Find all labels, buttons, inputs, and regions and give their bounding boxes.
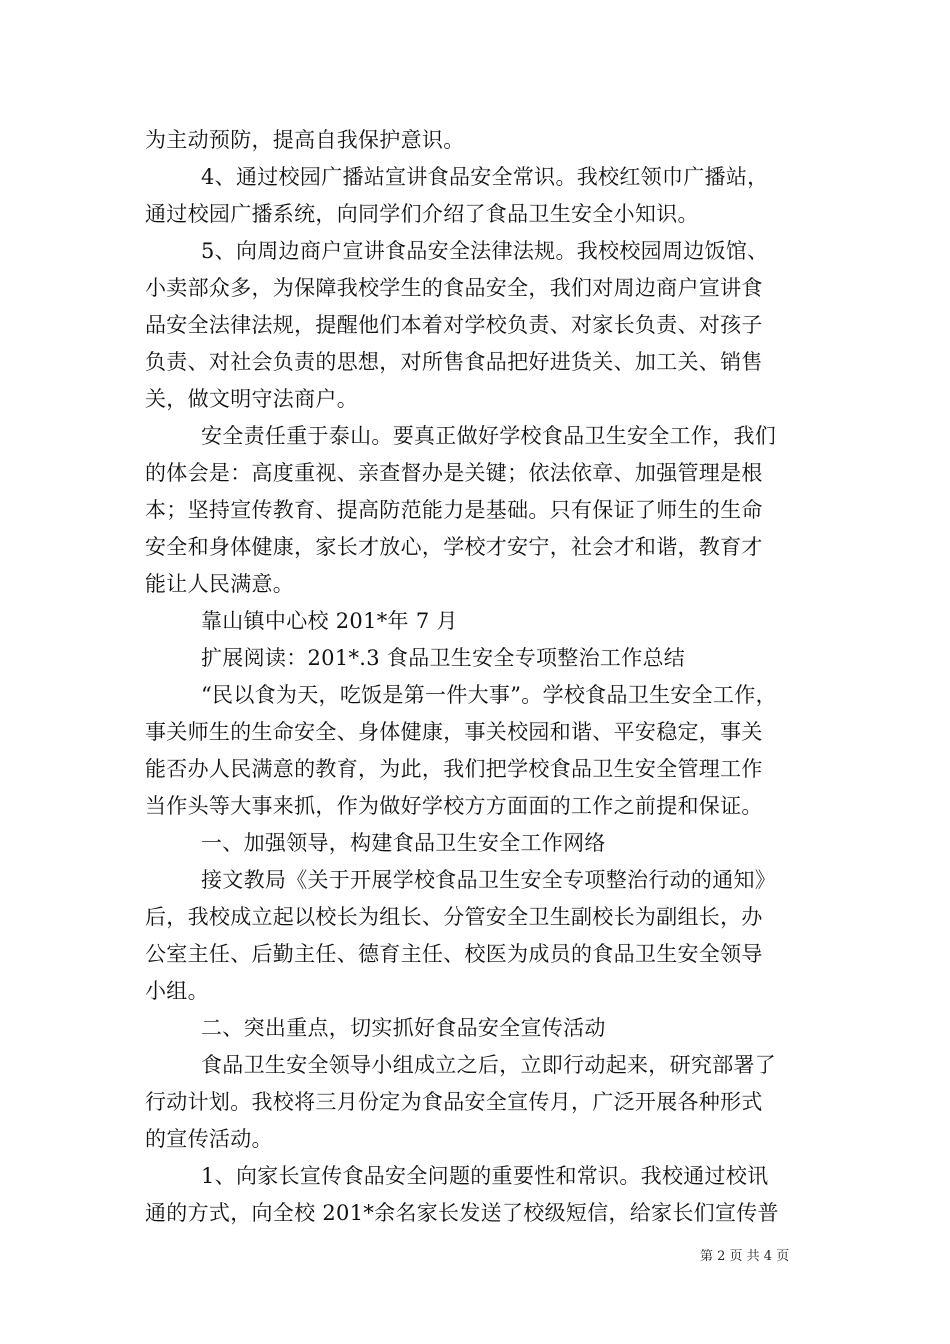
section-heading: 一、加强领导，构建食品卫生安全工作网络	[201, 831, 606, 855]
text-line: 为主动预防，提高自我保护意识。	[145, 128, 465, 152]
text-line: 关，做文明守法商户。	[145, 387, 358, 411]
text-line: 4、通过校园广播站宣讲食品安全常识。我校红领巾广播站，	[201, 165, 769, 189]
text-line: 安全和身体健康，家长才放心，学校才安宁，社会才和谐，教育才	[145, 535, 763, 559]
text-line: 食品卫生安全领导小组成立之后，立即行动起来，研究部署了	[201, 1053, 777, 1077]
text-line: 品安全法律法规，提醒他们本着对学校负责、对家长负责、对孩子	[145, 313, 763, 337]
section-heading: 二、突出重点，切实抓好食品安全宣传活动	[201, 1016, 606, 1040]
text-line: 小卖部众多，为保障我校学生的食品安全，我们对周边商户宣讲食	[145, 276, 763, 300]
text-line: 接文教局《关于开展学校食品卫生安全专项整治行动的通知》	[201, 868, 777, 892]
document-body	[145, 122, 815, 1232]
text-line: 能让人民满意。	[145, 572, 295, 596]
text-line: 安全责任重于泰山。要真正做好学校食品卫生安全工作，我们	[201, 424, 777, 448]
text-line: 行动计划。我校将三月份定为食品安全宣传月，广泛开展各种形式	[145, 1090, 763, 1114]
text-line: 小组。	[145, 979, 209, 1003]
text-line: 通过校园广播系统，向同学们介绍了食品卫生安全小知识。	[145, 202, 699, 226]
text-line: 通的方式，向全校 201*余名家长发送了校级短信，给家长们宣传普	[145, 1201, 779, 1225]
text-line: 能否办人民满意的教育，为此，我们把学校食品卫生安全管理工作	[145, 757, 763, 781]
text-line: 的宣传活动。	[145, 1127, 273, 1151]
text-line: 的体会是：高度重视、亲查督办是关键；依法依章、加强管理是根	[145, 461, 763, 485]
page-number: 第 2 页 共 4 页	[700, 1249, 790, 1264]
text-line: 负责、对社会负责的思想，对所售食品把好进货关、加工关、销售	[145, 350, 763, 374]
text-line: 事关师生的生命安全、身体健康，事关校园和谐、平安稳定，事关	[145, 720, 763, 744]
text-line: 1、向家长宣传食品安全问题的重要性和常识。我校通过校讯	[201, 1164, 769, 1188]
text-line: 公室主任、后勤主任、德育主任、校医为成员的食品卫生安全领导	[145, 942, 763, 966]
text-line: 5、向周边商户宣讲食品安全法律法规。我校校园周边饭馆、	[201, 239, 769, 263]
text-line: “民以食为天，吃饭是第一件大事”。学校食品卫生安全工作，	[201, 683, 777, 707]
signature-line: 靠山镇中心校 201*年 7 月	[201, 609, 458, 633]
text-line: 后，我校成立起以校长为组长、分管安全卫生副校长为副组长，办	[145, 905, 763, 929]
text-line: 当作头等大事来抓，作为做好学校方方面面的工作之前提和保证。	[145, 794, 763, 818]
text-line: 本；坚持宣传教育、提高防范能力是基础。只有保证了师生的生命	[145, 498, 763, 522]
extended-reading-title: 扩展阅读：201*.3 食品卫生安全专项整治工作总结	[201, 646, 686, 670]
